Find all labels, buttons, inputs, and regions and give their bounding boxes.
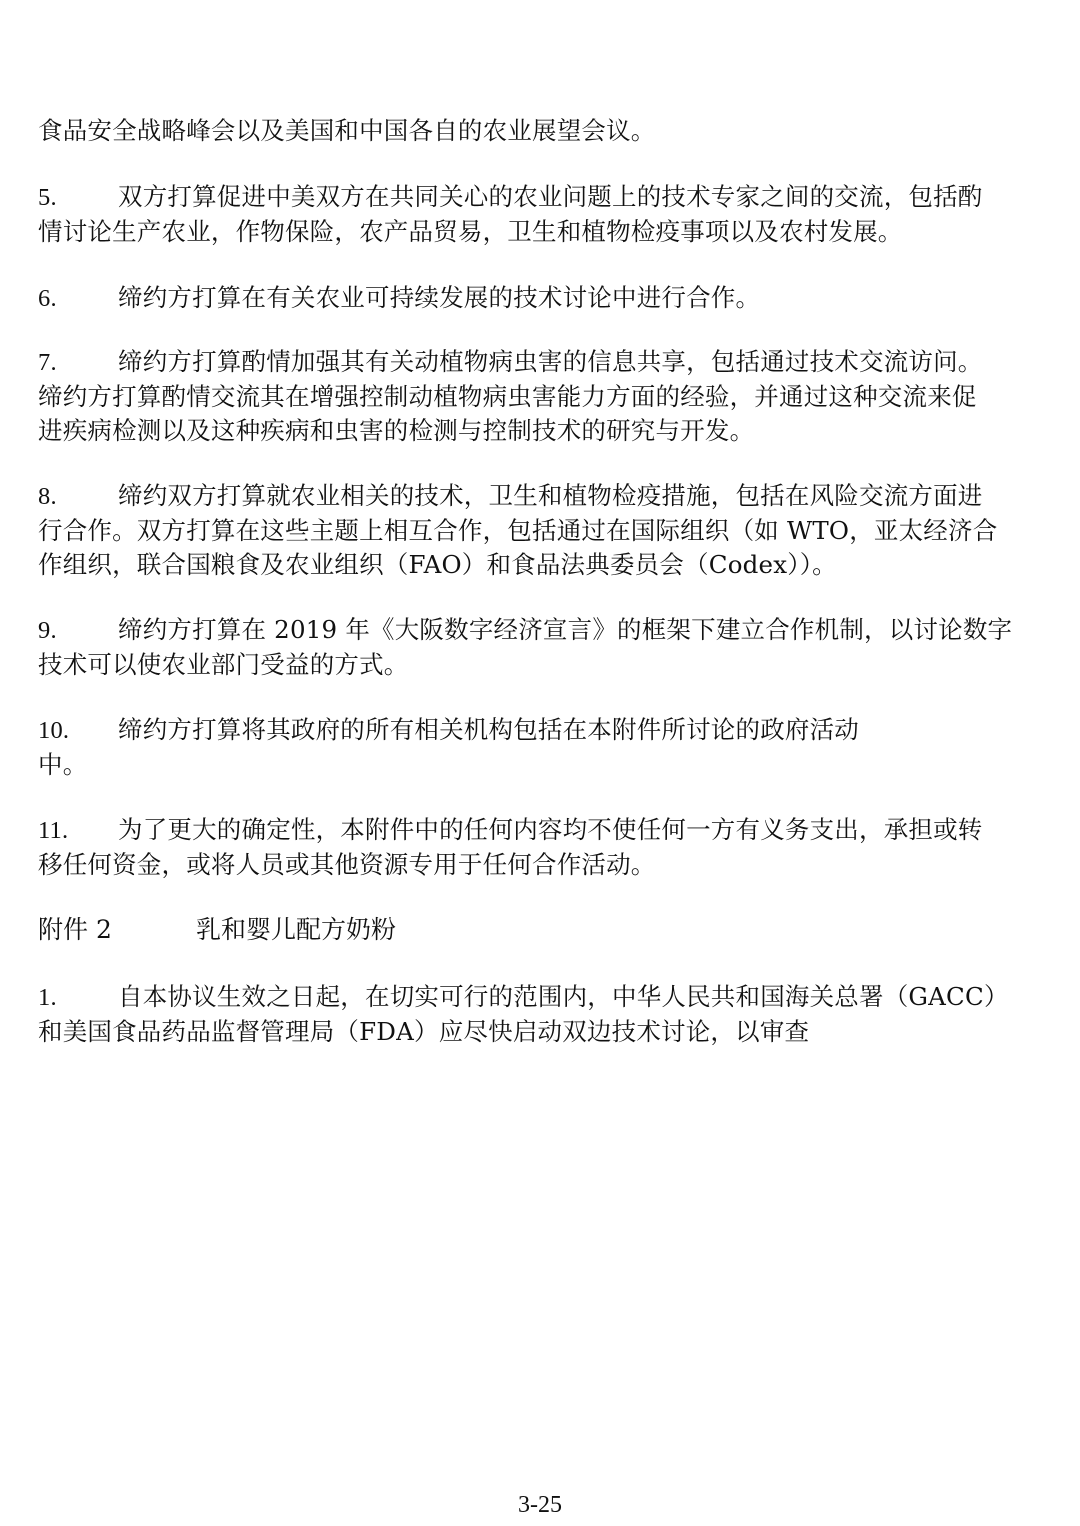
paragraph-line [38,345,1058,380]
paragraph-text: 为了更大的确定性，本附件中的任何内容均不使任何一方有义务支出，承担或转 [118,815,983,844]
paragraph-line [38,713,1058,748]
annex-heading [38,912,396,948]
paragraph-number: 1. [38,984,57,1011]
paragraph-line: 情讨论生产农业，作物保险，农产品贸易，卫生和植物检疫事项以及农村发展。 [38,217,903,246]
annex-paragraph-1 [38,980,1058,1049]
paragraph-number: 10. [38,717,70,744]
paragraph-line: 和美国食品药品监督管理局（FDA）应尽快启动双边技术讨论，以审查 [38,1017,810,1046]
paragraph-line [38,980,1058,1015]
paragraph-number: 8. [38,483,57,510]
annex-title: 乳和婴儿配方奶粉 [196,915,397,944]
paragraph-number: 5. [38,184,57,211]
paragraph-line [38,479,1058,514]
paragraph-continuation [38,114,1058,148]
paragraph-8 [38,479,1058,582]
paragraph-text: 缔约方打算将其政府的所有相关机构包括在本附件所讨论的政府活动 [118,715,859,744]
paragraph-text: 缔约方打算酌情加强其有关动植物病虫害的信息共享，包括通过技术交流访问。 [118,347,983,376]
paragraph-number: 6. [38,285,57,312]
paragraph-line [38,813,1058,848]
paragraph-7 [38,345,1058,448]
paragraph-line [38,281,1058,316]
paragraph-line: 缔约方打算酌情交流其在增强控制动植物病虫害能力方面的经验，并通过这种交流来促 [38,382,977,411]
paragraph-line: 移任何资金，或将人员或其他资源专用于任何合作活动。 [38,850,656,879]
paragraph-10 [38,713,1058,782]
paragraph-9 [38,613,1058,682]
paragraph-text: 缔约方打算在 2019 年《大阪数字经济宣言》的框架下建立合作机制，以讨论数字 [118,615,1013,644]
paragraph-number: 9. [38,617,57,644]
paragraph-line: 中。 [38,750,88,779]
paragraph-6 [38,281,1058,316]
paragraph-line: 进疾病检测以及这种疾病和虫害的检测与控制技术的研究与开发。 [38,416,755,445]
paragraph-text: 自本协议生效之日起，在切实可行的范围内，中华人民共和国海关总署（GACC） [118,982,1009,1011]
paragraph-text: 双方打算促进中美双方在共同关心的农业问题上的技术专家之间的交流，包括酌 [118,182,983,211]
paragraph-text: 缔约方打算在有关农业可持续发展的技术讨论中进行合作。 [118,283,761,312]
paragraph-number: 7. [38,349,57,376]
paragraph-line: 食品安全战略峰会以及美国和中国各自的农业展望会议。 [38,116,656,145]
paragraph-11 [38,813,1058,882]
page-number: 3-25 [518,1492,562,1518]
paragraph-line: 作组织，联合国粮食及农业组织（FAO）和食品法典委员会（Codex））。 [38,550,837,579]
paragraph-text: 缔约双方打算就农业相关的技术，卫生和植物检疫措施，包括在风险交流方面进 [118,481,983,510]
paragraph-line: 技术可以使农业部门受益的方式。 [38,650,409,679]
paragraph-number: 11. [38,817,69,844]
paragraph-line [38,180,1058,215]
annex-number: 附件 2 [38,915,112,944]
paragraph-line: 行合作。双方打算在这些主题上相互合作，包括通过在国际组织（如 WTO，亚太经济合 [38,516,998,545]
paragraph-5 [38,180,1058,249]
paragraph-line [38,613,1058,648]
